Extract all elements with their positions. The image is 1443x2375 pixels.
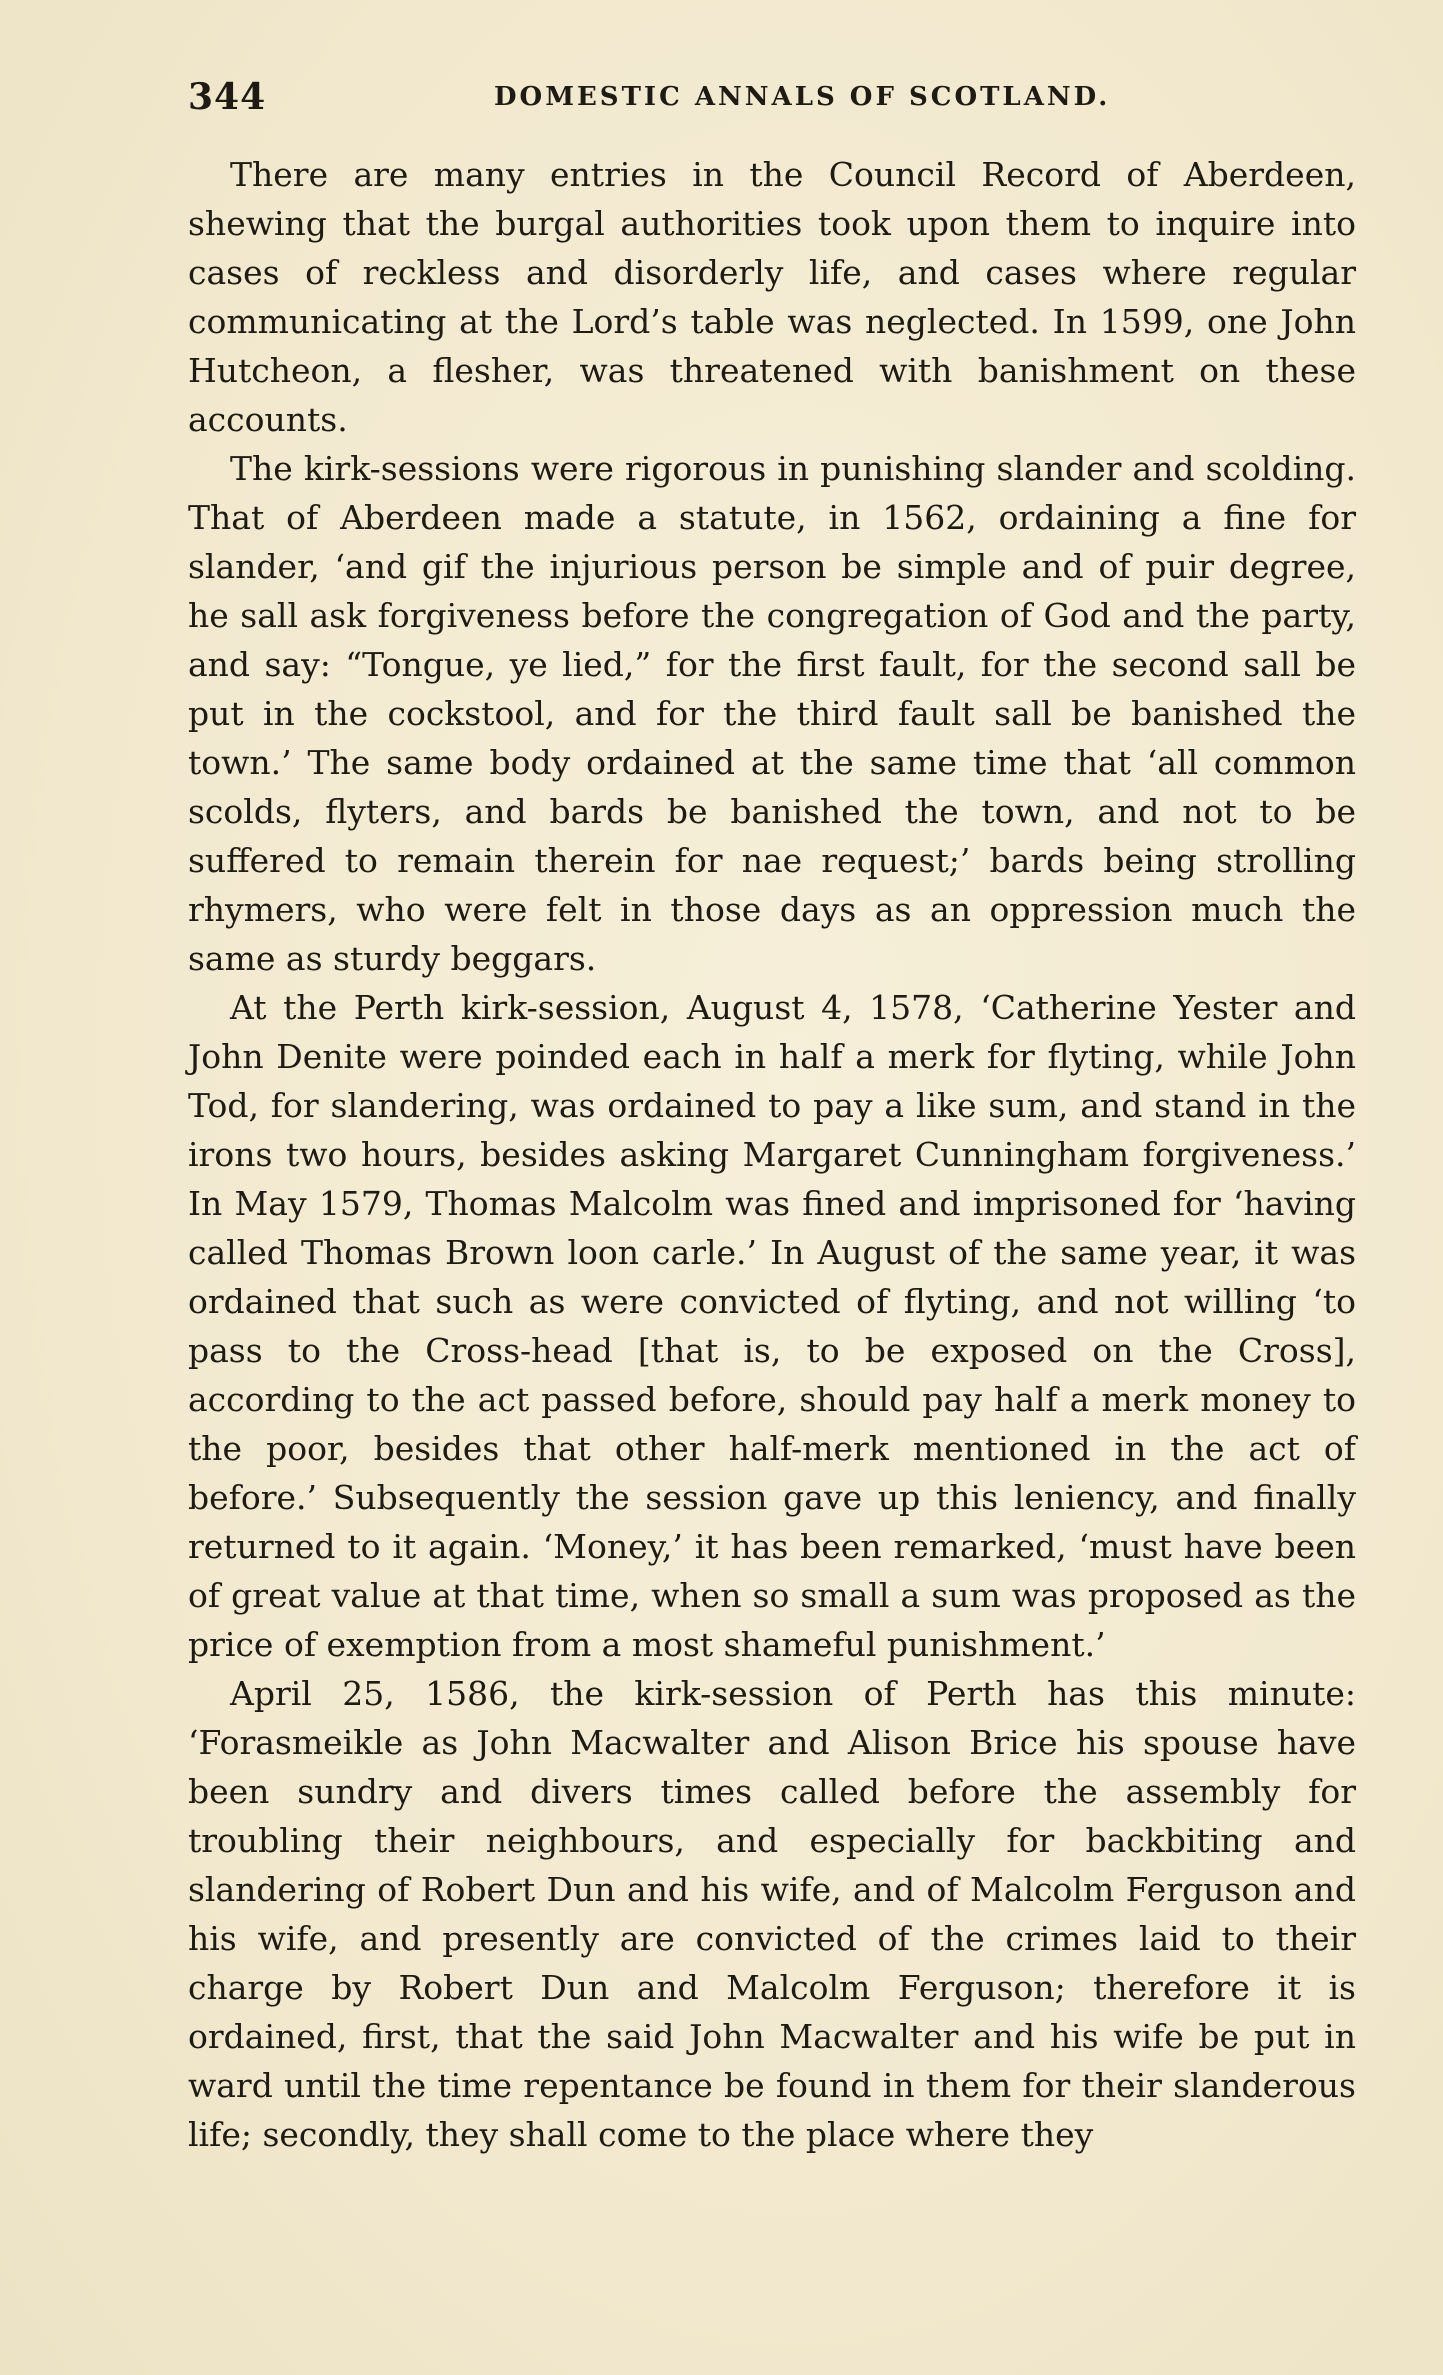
page-number: 344	[188, 76, 267, 118]
paragraph-perth-1586: April 25, 1586, the kirk-session of Perth has this minute: ‘Forasmeikle as John Macwalter and Alison Brice his spouse have been sundry and divers times called before the assembly for troubling their neighbours, and especially for backbiting and slandering of Robert Dun and his wife, and of Malcolm Ferguson and his wife, and presently are convicted of the crimes laid to their charge by Robert Dun and Malcolm Ferguson; therefore it is ordained, first, that the said John Macwalter and his wife be put in ward until the time repentance be found in them for their slanderous life; secondly, they shall come to the place where they	[188, 1674, 1356, 2154]
paragraph-perth-1578: At the Perth kirk-session, August 4, 1578, ‘Catherine Yester and John Denite were poinded each in half a merk for flyting, while John Tod, for slandering, was ordained to pay a like sum, and stand in the irons two hours, besides asking Margaret Cunningham forgiveness.’ In May 1579, Thomas Malcolm was fined and imprisoned for ‘having called Thomas Brown loon carle.’ In August of the same year, it was ordained that such as were convicted of flyting, and not willing ‘to pass to the Cross-head [that is, to be exposed on the Cross], according to the act passed before, should pay half a merk money to the poor, besides that other half-merk mentioned in the act of before.’ Subsequently the session gave up this leniency, and finally returned to it again. ‘Money,’ it has been remarked, ‘must have been of great value at that time, when so small a sum was proposed as the price of exemption from a most shameful punishment.’	[188, 988, 1356, 1664]
paragraph-slander-scolding: The kirk-sessions were rigorous in punishing slander and scolding. That of Aberdeen made a statute, in 1562, ordaining a fine for slander, ‘and gif the injurious person be simple and of puir degree, he sall ask forgiveness before the congregation of God and the party, and say: “Tongue, ye lied,” for the first fault, for the second sall be put in the cockstool, and for the third fault sall be banished the town.’ The same body ordained at the same time that ‘all common scolds, flyters, and bards be banished the town, and not to be suffered to remain therein for nae request;’ bards being strolling rhymers, who were felt in those days as an oppression much the same as sturdy beggars.	[188, 449, 1356, 978]
running-head	[188, 72, 1356, 122]
running-title: DOMESTIC ANNALS OF SCOTLAND.	[494, 82, 1111, 112]
paragraph-aberdeen-council: There are many entries in the Council Record of Aberdeen, shewing that the burgal authorities took upon them to inquire into cases of reckless and disorderly life, and cases where regular communicating at the Lord’s table was neglected. In 1599, one John Hutcheon, a flesher, was threatened with banishment on these accounts.	[188, 155, 1356, 439]
body-text	[188, 150, 1356, 2159]
